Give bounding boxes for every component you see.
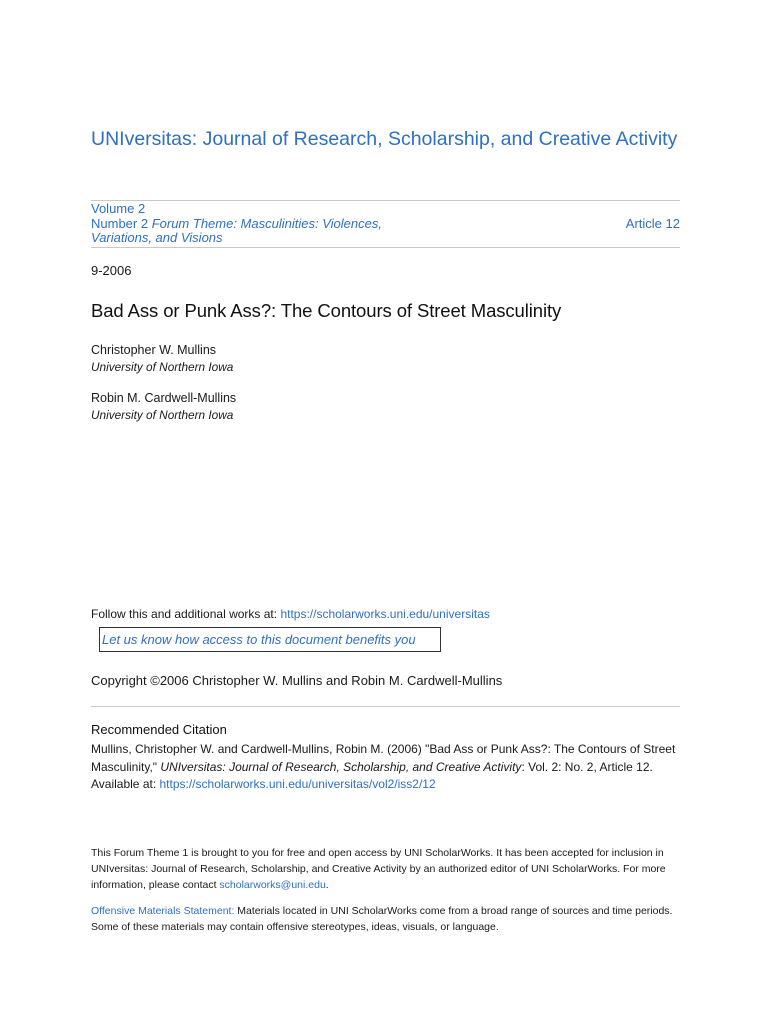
issue-number-link[interactable] [91,217,391,246]
offensive-text: Materials located in UNI ScholarWorks come from a broad range of sources and time periods. Some of these materials may contain offensive stereotypes, ideas, visuals, or language. [91,905,673,933]
author-1 [91,342,233,376]
offensive-statement-link[interactable]: Offensive Materials Statement: [91,905,235,917]
citation-volume: : Vol. 2: No. 2, Article 12. [521,759,653,774]
available-at-label: Available at: [91,777,160,791]
journal-title-link[interactable]: UNIversitas: Journal of Research, Scholarship, and Creative Activity [91,128,678,150]
follow-line [91,607,490,621]
volume-link[interactable]: Volume 2 [91,201,146,216]
author-affiliation: University of Northern Iowa [91,408,234,422]
citation-text [91,741,680,794]
article-title: Bad Ass or Punk Ass?: The Contours of Street Masculinity [91,300,562,321]
follow-label: Follow this and additional works at: [91,607,281,621]
publication-date: 9-2006 [91,263,132,278]
author-name: Christopher W. Mullins [91,343,217,357]
contact-email-link[interactable]: scholarworks@uni.edu [219,879,326,891]
number-label: Number 2 [91,215,152,231]
copyright-text: Copyright ©2006 Christopher W. Mullins and Robin M. Cardwell-Mullins [91,673,503,688]
issue-info [91,202,680,246]
recommended-citation-heading: Recommended Citation [91,722,227,737]
forum-theme: Forum Theme: Masculinities: Violences, Variations, and Visions [91,215,382,245]
author-affiliation: University of Northern Iowa [91,360,234,374]
citation-body: Mullins, Christopher W. and Cardwell-Mullins, Robin M. (2006) "Bad Ass or Punk Ass?: The Contours of Street Masculinity," [91,742,676,774]
citation-url-link[interactable]: https://scholarworks.uni.edu/universitas/vol2/iss2/12 [159,777,436,791]
offensive-materials-statement [91,903,680,935]
author-2 [91,390,236,424]
access-notice [91,845,680,893]
divider-top [91,200,680,201]
author-name: Robin M. Cardwell-Mullins [91,391,237,405]
notice-text: This Forum Theme 1 is brought to you for free and open access by UNI ScholarWorks. It has been accepted for inclusion in UNIversitas: Journal of Research, Scholarship, and Creative Activity by an authorized editor of UNI ScholarWorks. For more information, please contact [91,847,666,891]
article-number-link[interactable]: Article 12 [625,216,680,231]
citation-journal: UNIversitas: Journal of Research, Scholarship, and Creative Activity [160,759,522,774]
divider-issue [91,247,680,248]
notice-end: . [325,879,329,891]
benefit-feedback-link[interactable]: Let us know how access to this document benefits you [99,627,441,652]
divider-citation [91,706,680,707]
follow-url-link[interactable]: https://scholarworks.uni.edu/universitas [280,607,490,621]
